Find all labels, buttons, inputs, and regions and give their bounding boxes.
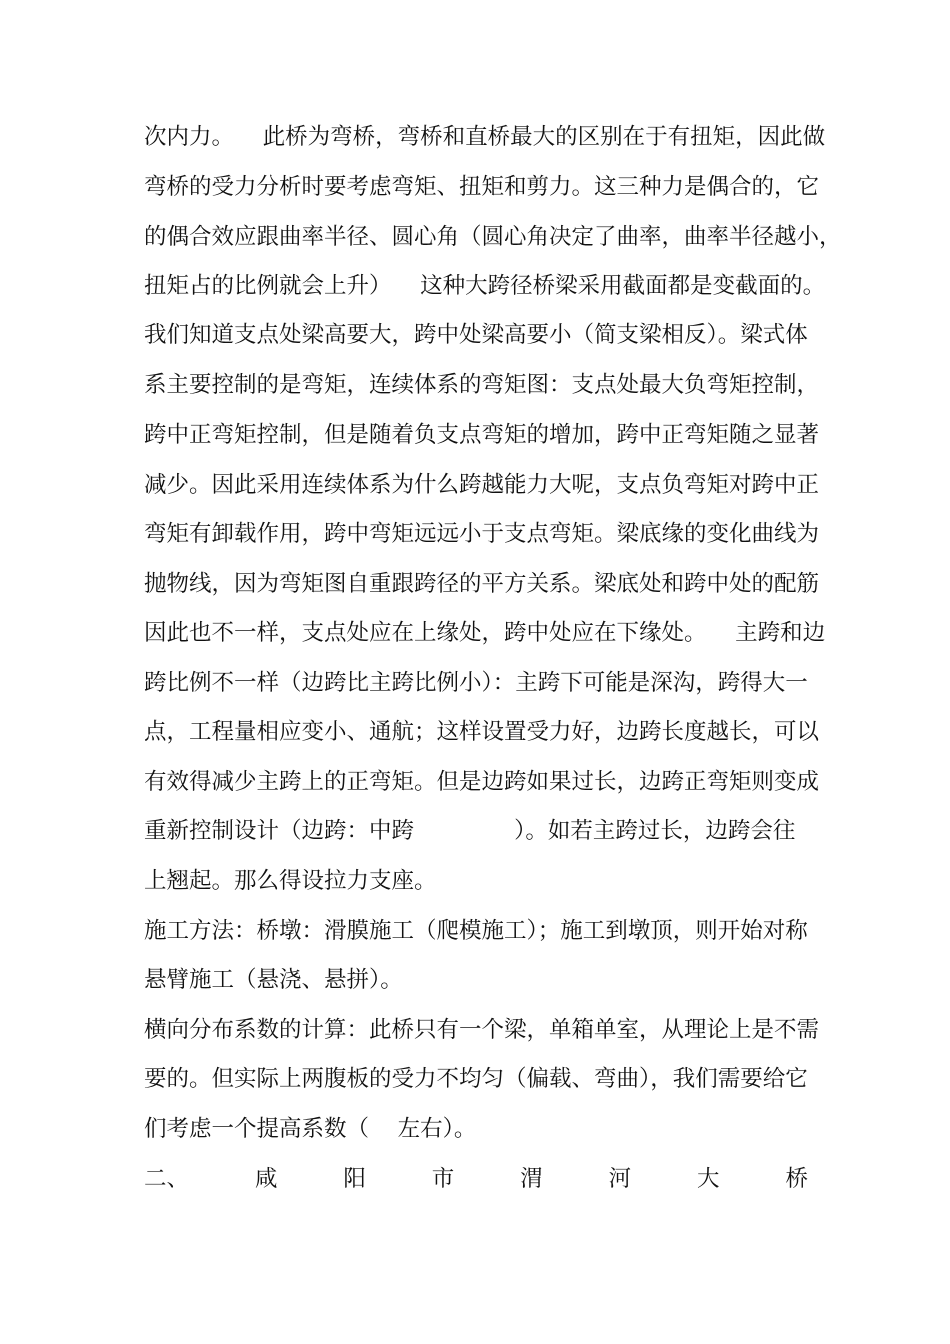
paragraph-line: 弯矩有卸载作用，跨中弯矩远远小于支点弯矩。梁底缘的变化曲线为 bbox=[144, 521, 820, 547]
paragraph-line: 因此也不一样，支点处应在上缘处，跨中处应在下缘处。 主跨和边 bbox=[144, 620, 826, 646]
paragraph-line: 扭矩占的比例就会上升） 这种大跨径桥梁采用截面都是变截面的。 bbox=[144, 273, 826, 299]
paragraph-line: 重新控制设计（边跨：中跨 ）。如若主跨过长，边跨会往 bbox=[144, 818, 796, 844]
heading-char: 河 bbox=[608, 1166, 632, 1192]
paragraph-line: 跨中正弯矩控制，但是随着负支点弯矩的增加，跨中正弯矩随之显著 bbox=[144, 422, 820, 448]
paragraph-line: 次内力。 此桥为弯桥，弯桥和直桥最大的区别在于有扭矩，因此做 bbox=[144, 124, 826, 150]
heading-char: 大 bbox=[697, 1166, 720, 1192]
paragraph-line: 跨比例不一样（边跨比主跨比例小）：主跨下可能是深沟，跨得大一 bbox=[144, 670, 808, 696]
paragraph-line: 上翘起。那么得设拉力支座。 bbox=[144, 868, 437, 894]
heading-char: 渭 bbox=[520, 1166, 543, 1192]
paragraph-line: 施工方法：桥墩：滑膜施工（爬模施工）；施工到墩顶，则开始对称 bbox=[144, 918, 808, 944]
heading-number: 二、 bbox=[144, 1166, 190, 1192]
heading-char: 咸 bbox=[254, 1166, 278, 1192]
paragraph-line: 我们知道支点处梁高要大，跨中处梁高要小（简支梁相反）。梁式体 bbox=[144, 322, 808, 348]
paragraph-line: 抛物线，因为弯矩图自重跟跨径的平方关系。梁底处和跨中处的配筋 bbox=[144, 571, 820, 597]
paragraph-line: 悬臂施工（悬浇、悬拼）。 bbox=[144, 967, 403, 993]
section-heading bbox=[144, 1163, 808, 1195]
heading-char: 桥 bbox=[785, 1166, 808, 1192]
paragraph-line: 弯桥的受力分析时要考虑弯矩、扭矩和剪力。这三种力是偶合的，它 bbox=[144, 174, 820, 200]
paragraph-line: 减少。因此采用连续体系为什么跨越能力大呢，支点负弯矩对跨中正 bbox=[144, 472, 820, 498]
paragraph-line: 点，工程量相应变小、通航；这样设置受力好，边跨长度越长，可以 bbox=[144, 719, 820, 745]
paragraph-line: 系主要控制的是弯矩，连续体系的弯矩图：支点处最大负弯矩控制， bbox=[144, 372, 820, 398]
paragraph-line: 们考虑一个提高系数（ 左右）。 bbox=[144, 1116, 477, 1142]
heading-char: 阳 bbox=[343, 1166, 366, 1192]
paragraph-line: 的偶合效应跟曲率半径、圆心角（圆心角决定了曲率，曲率半径越小， bbox=[144, 224, 842, 250]
paragraph-line: 横向分布系数的计算：此桥只有一个梁，单箱单室，从理论上是不需 bbox=[144, 1017, 820, 1043]
paragraph-line: 要的。但实际上两腹板的受力不均匀（偏载、弯曲），我们需要给它 bbox=[144, 1066, 808, 1092]
paragraph-line: 有效得减少主跨上的正弯矩。但是边跨如果过长，边跨正弯矩则变成 bbox=[144, 769, 820, 795]
heading-char: 市 bbox=[431, 1166, 455, 1192]
